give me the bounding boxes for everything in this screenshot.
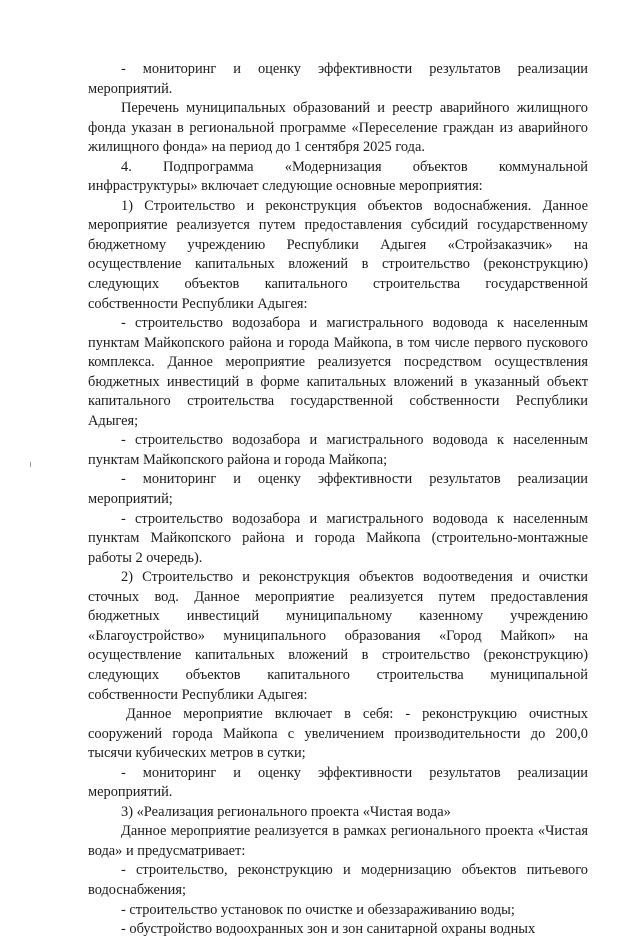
paragraph-monitoring-2: - мониторинг и оценку эффективности результатов реализации мероприятий; [88,471,588,508]
paragraph-protection-zones: - обустройство водоохранных зон и зон санитарной охраны водных [121,921,536,938]
paragraph-clean-water-title: 3) «Реализация регионального проекта «Чистая вода» [121,803,451,820]
paragraph-water-intake-2: - строительство водозабора и магистрального водовода к населенным пунктам Майкопского района и города Майкопа; [88,432,588,468]
paragraph-water-intake-3: - строительство водозабора и магистрального водовода к населенным пунктам Майкопского района и города Майкопа (строительно-монтажные работы 2 очередь). [88,510,588,566]
paragraph-subprogram-4: 4. Подпрограмма «Модернизация объектов коммунальной инфраструктуры» включает следующие основные мероприятия: [88,158,588,195]
paragraph-monitoring-3: - мониторинг и оценку эффективности результатов реализации мероприятий. [88,764,588,801]
paragraph-municipal-list: Перечень муниципальных образований и реестр аварийного жилищного фонда указан в региональной программе «Переселение граждан из аварийного жилищного фонда» на период до 1 сентября 2025 года. [88,100,588,156]
scan-mark [30,462,31,467]
paragraph-drinking-water: - строительство, реконструкцию и модернизацию объектов питьевого водоснабжения; [88,862,588,898]
paragraph-monitoring-1: - мониторинг и оценку эффективности результатов реализации мероприятий. [88,61,588,97]
paragraph-water-supply: 1) Строительство и реконструкция объектов водоснабжения. Данное мероприятие реализуется путем предоставления субсидий государственному бюджетному учреждению Республики Адыгея «Стройзаказчик» на осуществление капитальных вложений в строительство (реконструкцию) следующих объектов капитального строительства государственной собственности Республики Адыгея: [88,197,588,312]
paragraph-sewerage: 2) Строительство и реконструкция объектов водоотведения и очистки сточных вод. Данное мероприятие реализуется путем предоставления бюджетных инвестиций муниципальному казенному учреждению «Благоустройство» муниципального образования «Город Майкоп» на осуществление капитальных вложений в строительство (реконструкцию) следующих объектов капитального строительства муниципальной собственности Республики Адыгея: [88,569,588,703]
paragraph-clean-water-intro: Данное мероприятие реализуется в рамках регионального проекта «Чистая вода» и предусматривает: [88,823,588,859]
document-body [88,60,588,940]
paragraph-treatment-plants: Данное мероприятие включает в себя: - реконструкцию очистных сооружений города Майкопа с увеличением производительности до 200,0 тысячи кубических метров в сутки; [88,706,588,762]
paragraph-purification: - строительство установок по очистке и обеззараживанию воды; [121,901,515,918]
paragraph-water-intake-1: - строительство водозабора и магистрального водовода к населенным пунктам Майкопского района и города Майкопа, в том числе первого пускового комплекса. Данное мероприятие реализуется посредством осуществления бюджетных инвестиций в форме капитальных вложений в указанный объект капитального строительства государственной собственности Республики Адыгея; [88,315,588,429]
